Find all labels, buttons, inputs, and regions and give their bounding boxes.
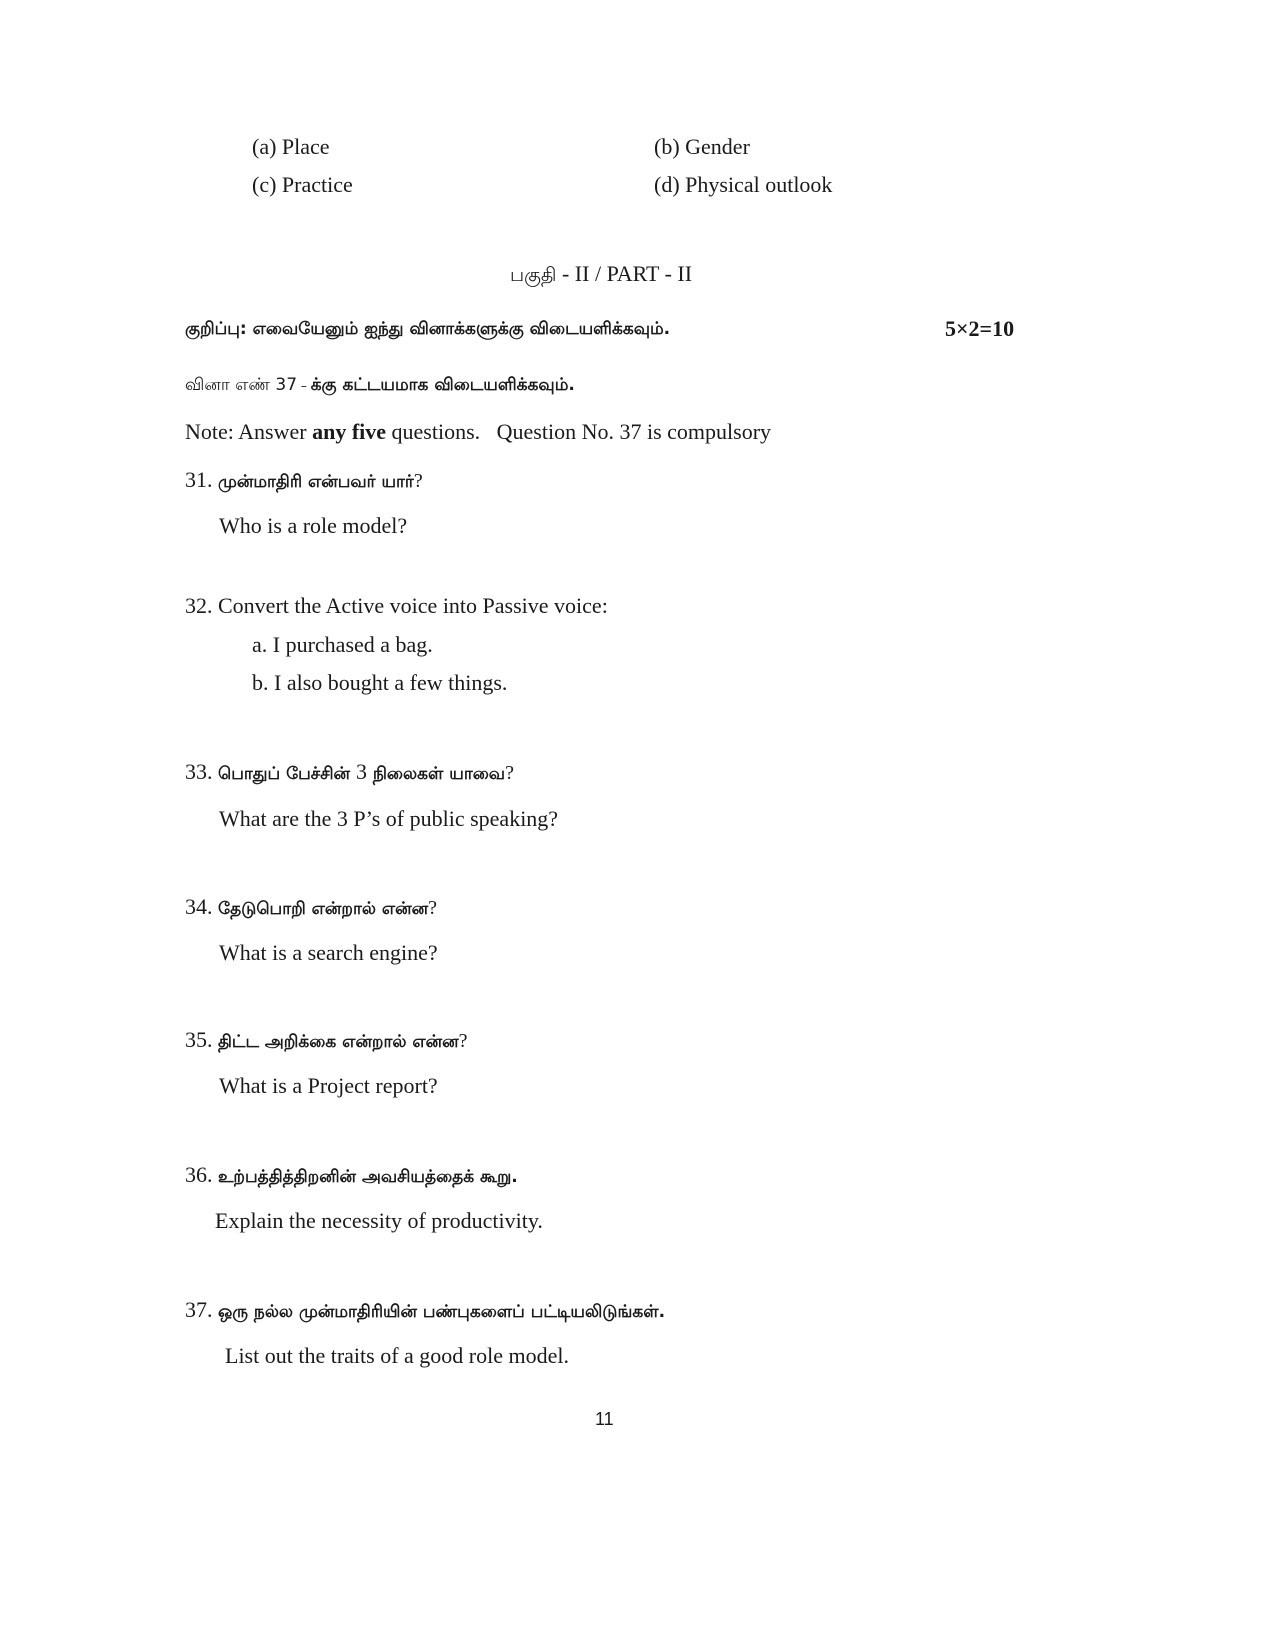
question-34-english: What is a search engine?	[219, 940, 438, 965]
question-32-part-a: a. I purchased a bag.	[252, 632, 433, 657]
instruction-english-note	[185, 421, 771, 443]
question-number: 35.	[185, 1027, 218, 1052]
marks-allocation: 5×2=10	[945, 316, 1015, 341]
question-32-part-b: b. I also bought a few things.	[252, 670, 508, 695]
compulsory-prefix: வினா எண் 37	[185, 375, 298, 395]
option-d: (d) Physical outlook	[654, 172, 833, 197]
question-mark: ?	[458, 1030, 468, 1052]
part-heading-english: - II / PART - II	[556, 261, 693, 286]
question-number: 36.	[185, 1162, 218, 1187]
question-33-tamil	[185, 761, 514, 783]
question-number: 33.	[185, 759, 218, 784]
instruction-tamil-compulsory	[185, 377, 575, 394]
note-prefix: Note: Answer	[185, 419, 313, 444]
question-31-english: Who is a role model?	[219, 513, 408, 538]
question-number: 32.	[185, 593, 218, 618]
question-number: 37.	[185, 1297, 218, 1322]
question-36-tamil	[185, 1164, 518, 1186]
question-number: 34.	[185, 894, 218, 919]
part-heading	[510, 263, 692, 285]
question-35-tamil	[185, 1029, 468, 1051]
question-37-english: List out the traits of a good role model.	[225, 1343, 569, 1368]
question-tamil-text: தேடுபொறி என்றால் என்ன	[218, 899, 429, 919]
question-tamil-text: உற்பத்தித்திறனின் அவசியத்தைக் கூறு.	[218, 1167, 518, 1187]
option-c: (c) Practice	[252, 172, 353, 197]
question-english-heading: Convert the Active voice into Passive voice:	[218, 593, 608, 618]
compulsory-suffix: க்கு கட்டயமாக விடையளிக்கவும்.	[310, 375, 575, 395]
question-32	[185, 595, 608, 617]
question-mark: ?	[413, 470, 423, 492]
part-heading-tamil: பகுதி	[510, 264, 557, 286]
question-31-tamil	[185, 469, 423, 491]
instruction-tamil-note: குறிப்பு: எவையேனும் ஐந்து வினாக்களுக்கு விடையளிக்கவும்.	[185, 319, 671, 339]
question-number: 31.	[185, 467, 218, 492]
question-tamil-text: திட்ட அறிக்கை என்றால் என்ன	[218, 1032, 459, 1052]
question-35-english: What is a Project report?	[219, 1073, 438, 1098]
option-b: (b) Gender	[654, 134, 750, 159]
page-number: 11	[595, 1409, 614, 1429]
note-bold: any five	[312, 419, 387, 444]
question-36-english: Explain the necessity of productivity.	[215, 1208, 543, 1233]
note-suffix: questions. Question No. 37 is compulsory	[386, 419, 772, 444]
question-tamil-text: ஒரு நல்ல முன்மாதிரியின் பண்புகளைப் பட்டியலிடுங்கள்.	[218, 1302, 666, 1322]
question-33-english: What are the 3 P’s of public speaking?	[219, 806, 559, 831]
question-tamil-text-a: பொதுப் பேச்சின்	[218, 764, 356, 784]
option-a: (a) Place	[252, 134, 330, 159]
question-tamil-text: முன்மாதிரி என்பவர் யார்	[218, 472, 414, 492]
question-mark: ?	[505, 762, 514, 784]
compulsory-dash: –	[297, 379, 311, 393]
question-37-tamil	[185, 1299, 665, 1321]
question-mark: ?	[428, 897, 437, 919]
question-34-tamil	[185, 896, 437, 918]
question-tamil-text-b: நிலைகள் யாவை	[366, 764, 506, 784]
question-tamil-digit: 3	[355, 759, 367, 784]
